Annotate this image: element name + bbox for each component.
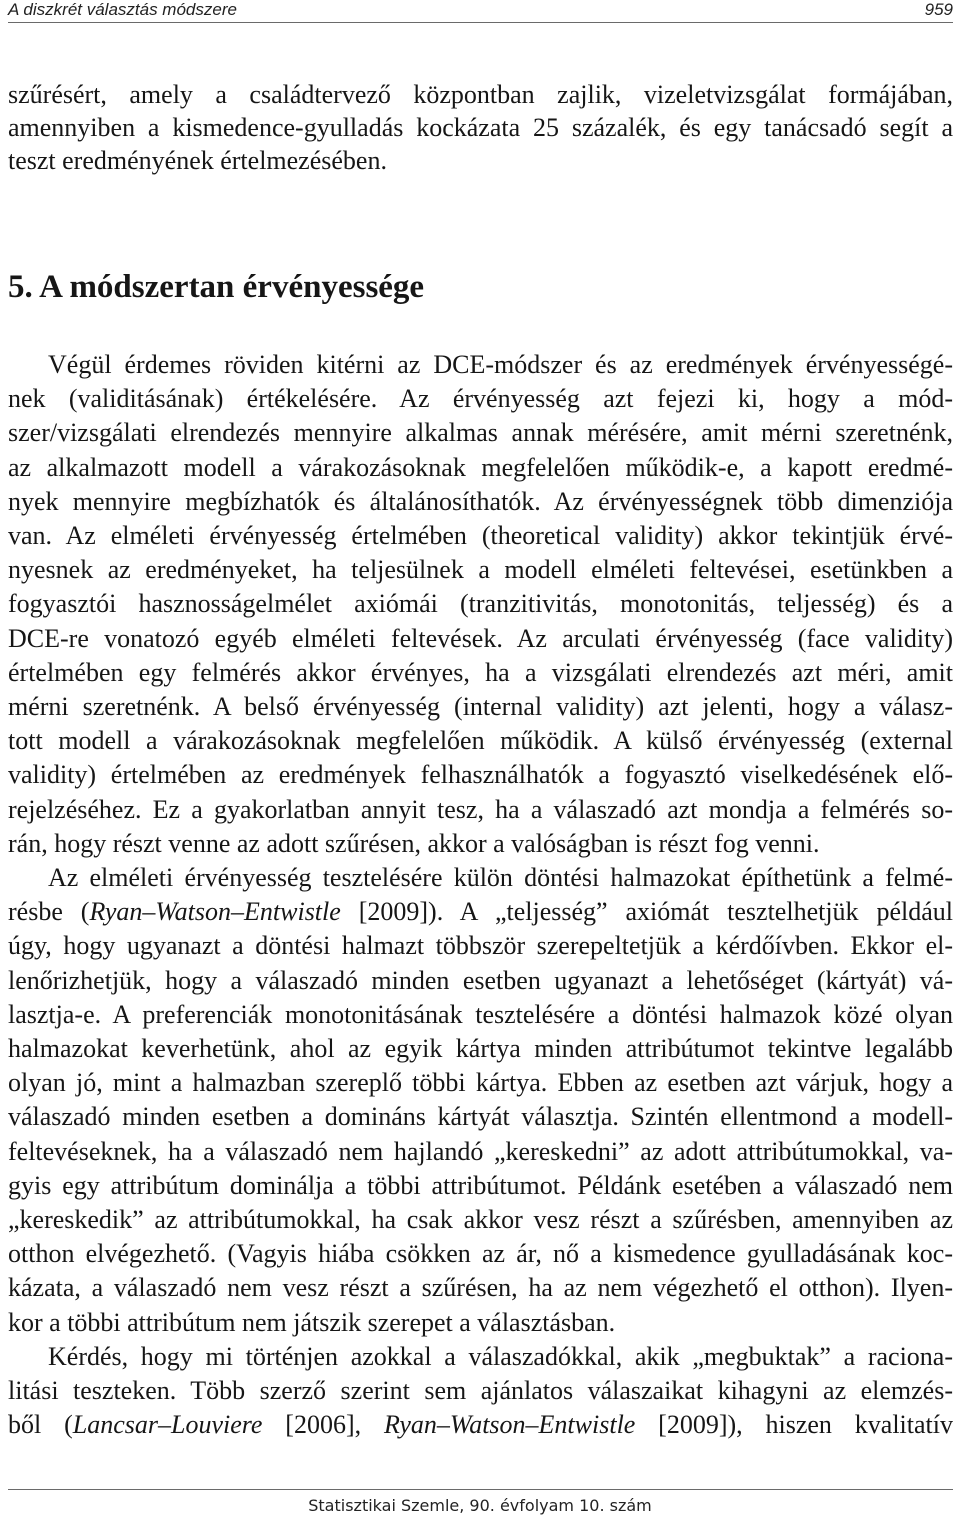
citation-authors: Lancsar–Louviere [72, 1410, 263, 1440]
text-line: feltevéseknek, ha a válaszadó nem hajlandó „kereskedni” az adott attribútumokkal, va- [8, 1136, 953, 1166]
citation-authors: Ryan–Watson–Entwistle [383, 1410, 636, 1440]
text-line: úgy, hogy ugyanazt a döntési halmazt többször szerepeltetjük a kérdőívben. Ekkor el- [8, 931, 953, 961]
paragraph [8, 348, 953, 861]
text-line: van. Az elméleti érvényesség értelmében (theoretical validity) akkor tekintjük érvé- [8, 521, 953, 551]
text-line: kor a többi attribútum nem játszik szerepet a választásban. [8, 1307, 616, 1337]
text-line: Végül érdemes röviden kitérni az DCE-módszer és az eredmények érvényességé- [48, 350, 953, 379]
text-line: nek (validitásának) értékelésére. Az érvényesség azt fejezi ki, hogy a mód- [8, 384, 953, 414]
text-line: Az elméleti érvényesség tesztelésére külön döntési halmazokat építhetünk a felmé- [48, 863, 953, 893]
paragraph [8, 1340, 953, 1443]
page-number: 959 [924, 0, 953, 19]
journal-footer: Statisztikai Szemle, 90. évfolyam 10. szám [308, 1496, 652, 1515]
section-heading: 5. A módszertan érvényessége [8, 269, 425, 305]
text-line: otthon elvégezhető. (Vagyis hiába csökken az ár, nő a kismedence gyulladásának koc- [8, 1239, 953, 1269]
text-line: Kérdés, hogy mi történjen azokkal a válaszadókkal, akik „megbuktak” a raciona- [48, 1341, 953, 1371]
text-line: rejelzéséhez. Ez a gyakorlatban annyit tesz, ha a válaszadó azt mondja a felmérés so- [8, 794, 953, 824]
paragraph [8, 861, 953, 1340]
text-line: értelmében egy felmérés akkor érvényes, ha a vizsgálati elrendezés azt méri, amit [8, 657, 953, 687]
text-line: mérni szeretnénk. A belső érvényesség (internal validity) azt jelenti, hogy a válasz- [8, 692, 953, 722]
text-line: validity) értelmében az eredmények felhasználhatók a fogyasztó viselkedésének elő- [8, 760, 953, 790]
footer-rule [8, 1489, 953, 1490]
text-line [8, 1408, 953, 1442]
text-line: rán, hogy részt venne az adott szűrésen, akkor a valóságban is részt fog venni. [8, 828, 820, 858]
text-line: fogyasztói hasznosságelmélet axiómái (tranzitivitás, monotonitás, teljesség) és a [8, 589, 953, 619]
text-segment: résbe ( [8, 897, 90, 927]
text-line: halmazokat keverhetünk, ahol az egyik kártya minden attribútumot tekintve legalább [8, 1034, 953, 1064]
text-line: amennyiben a kismedence-gyulladás kockázata 25 százalék, és egy tanácsadó segít a [8, 113, 953, 142]
running-title: A diszkrét választás módszere [8, 0, 237, 19]
text-line: nyek mennyire megbízhatók és általánosíthatók. Az érvényességnek több dimenziója [8, 486, 953, 516]
text-segment: [2009]). A „teljesség” axiómát tesztelhetjük például [340, 897, 954, 927]
text-line: szer/vizsgálati elrendezés mennyire alkalmas annak mérésére, amit mérni szeretnénk, [8, 418, 953, 448]
text-line: lasztja-e. A preferenciák monotonitásának tesztelésére a döntési halmazok közé olyan [8, 999, 953, 1029]
text-line: lenőrizhetjük, hogy a válaszadó minden esetben ugyanazt a lehetőséget (kártyát) vá- [8, 965, 953, 995]
body-text [8, 348, 953, 1443]
paragraph [8, 78, 953, 177]
text-line: gyis egy attribútum dominálja a többi attribútumot. Példánk esetében a válaszadó nem [8, 1170, 953, 1200]
text-line: litási teszteken. Több szerző szerint sem ajánlatos válaszaikat kihagyni az elemzés- [8, 1376, 953, 1406]
text-line: „kereskedik” az attribútumokkal, ha csak akkor vesz részt a szűrésben, amennyiben az [8, 1205, 953, 1235]
text-segment: [2006], [262, 1410, 384, 1440]
text-line: szűrésért, amely a családtervező központban zajlik, vizeletvizsgálat formájában, [8, 80, 953, 109]
citation-authors: Ryan–Watson–Entwistle [89, 897, 341, 927]
text-line [8, 895, 953, 929]
text-line: teszt eredményének értelmezésében. [8, 146, 387, 175]
text-line: nyesnek az eredményeket, ha teljesülnek a modell elméleti feltevései, esetünkben a [8, 555, 953, 585]
text-line: az alkalmazott modell a várakozásoknak megfelelően működik-e, a kapott eredmé- [8, 452, 953, 482]
text-segment: [2009]), hiszen kvalitatív [635, 1410, 953, 1440]
text-line: kázata, a válaszadó nem vesz részt a szűrésen, ha az nem végezhető el otthon). Ilyen- [8, 1273, 953, 1303]
text-segment: ből ( [8, 1410, 73, 1440]
text-line: olyan jó, mint a halmazban szereplő többi kártya. Ebben az esetben azt várjuk, hogy a [8, 1068, 953, 1098]
text-line: válaszadó minden esetben a domináns kártyát választja. Szintén ellentmond a modell- [8, 1102, 953, 1132]
running-head [8, 0, 953, 23]
text-line: tott modell a várakozásoknak megfelelően működik. A külső érvényesség (external [8, 726, 953, 756]
text-line: DCE-re vonatozó egyéb elméleti feltevések. Az arculati érvényesség (face validity) [8, 623, 953, 653]
